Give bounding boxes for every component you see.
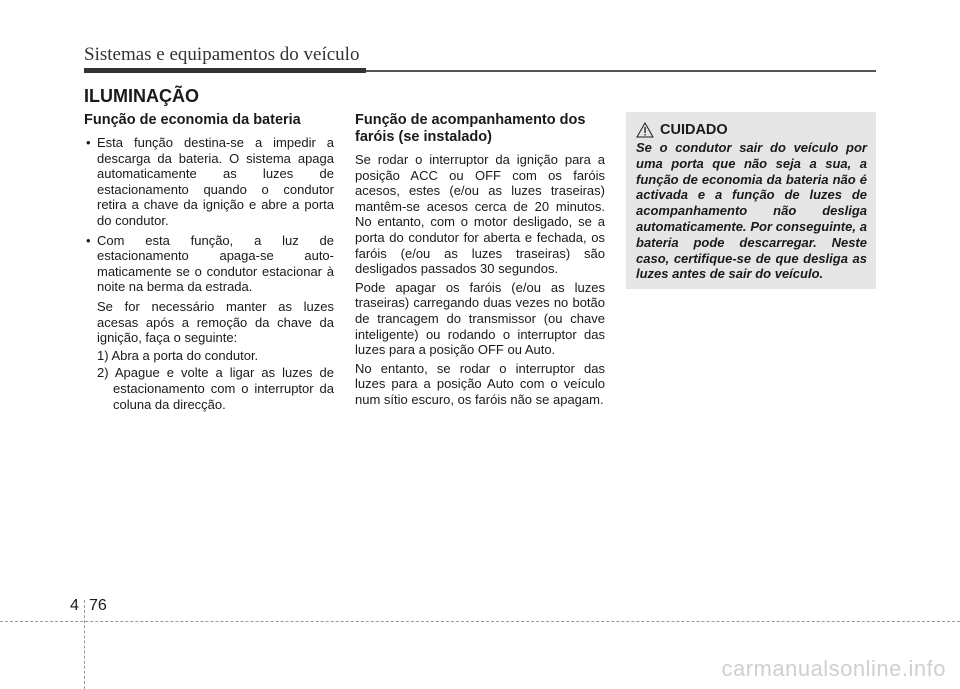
battery-saver-step-2: 2) Apague e volte a ligar as luzes de estacionamento com o interruptor da coluna da direcção. bbox=[97, 365, 334, 412]
battery-saver-step-1: 1) Abra a porta do condutor. bbox=[97, 347, 259, 363]
battery-saver-heading: Função de economia da bateria bbox=[84, 112, 301, 128]
footer-divider bbox=[84, 600, 85, 689]
battery-saver-bullet-1: • Esta função destina-se a impedir a descarga da bateria. O sistema apaga automaticamente as luzes de estacionamento quando o condutor retira a chave da ignição e abre a porta do condutor. bbox=[84, 135, 334, 229]
caution-box bbox=[626, 112, 876, 289]
header-rule-thick bbox=[84, 68, 366, 73]
chapter-number: 4 bbox=[70, 597, 79, 614]
battery-saver-paragraph: Se for necessário manter as luzes acesas após a remoção da chave da ignição, faça o seguinte: bbox=[97, 298, 334, 346]
headlight-escort-paragraph-2: Pode apagar os faróis (e/ou as luzes traseiras) carregando duas vezes no botão de trancagem do transmissor (ou chave inteligente) ou rodando o interruptor das luzes para a posição OFF ou Auto. bbox=[355, 279, 605, 358]
caution-text: Se o condutor sair do veículo por uma porta que não seja a sua, a função de economia da bateria não é activada e a função de luzes de acompanhamento não desliga automaticamente. Por conseguinte, a bateria pode descarregar. Neste caso, certifique-se de que desliga as luzes antes de sair do veículo. bbox=[636, 140, 867, 282]
caution-title: CUIDADO bbox=[660, 122, 728, 138]
watermark: carmanualsonline.info bbox=[721, 656, 946, 681]
footer-rule bbox=[0, 621, 960, 622]
headlight-escort-paragraph-1: Se rodar o interruptor da ignição para a posição ACC ou OFF com os faróis acesos, estes (e/ou as luzes traseiras) mantêm-se acesos cerca de 20 minutos. No entanto, com o motor desligado, se a porta do condutor for aberta e fechada, os faróis (e/ou as luzes traseiras) são desligados passados 30 segundos. bbox=[355, 152, 605, 277]
column-headlight-escort bbox=[355, 112, 605, 411]
page-header-title: Sistemas e equipamentos do veículo bbox=[84, 44, 360, 65]
warning-triangle-icon bbox=[636, 122, 654, 138]
headlight-escort-heading: Função de acompanhamento dos faróis (se instalado) bbox=[355, 112, 586, 145]
page-number: 76 bbox=[89, 597, 107, 614]
headlight-escort-paragraph-3: No entanto, se rodar o interruptor das luzes para a posição Auto com o veículo num sítio escuro, os faróis não se apagam. bbox=[355, 360, 605, 407]
section-title: ILUMINAÇÃO bbox=[84, 86, 199, 106]
column-battery-saver bbox=[84, 112, 334, 412]
caution-header bbox=[636, 122, 867, 138]
battery-saver-bullet-2: • Com esta função, a luz de estacionamento apaga-se auto-maticamente se o condutor estacionar à noite na berma da estrada. bbox=[84, 233, 334, 295]
header-rule-thin bbox=[366, 70, 876, 72]
